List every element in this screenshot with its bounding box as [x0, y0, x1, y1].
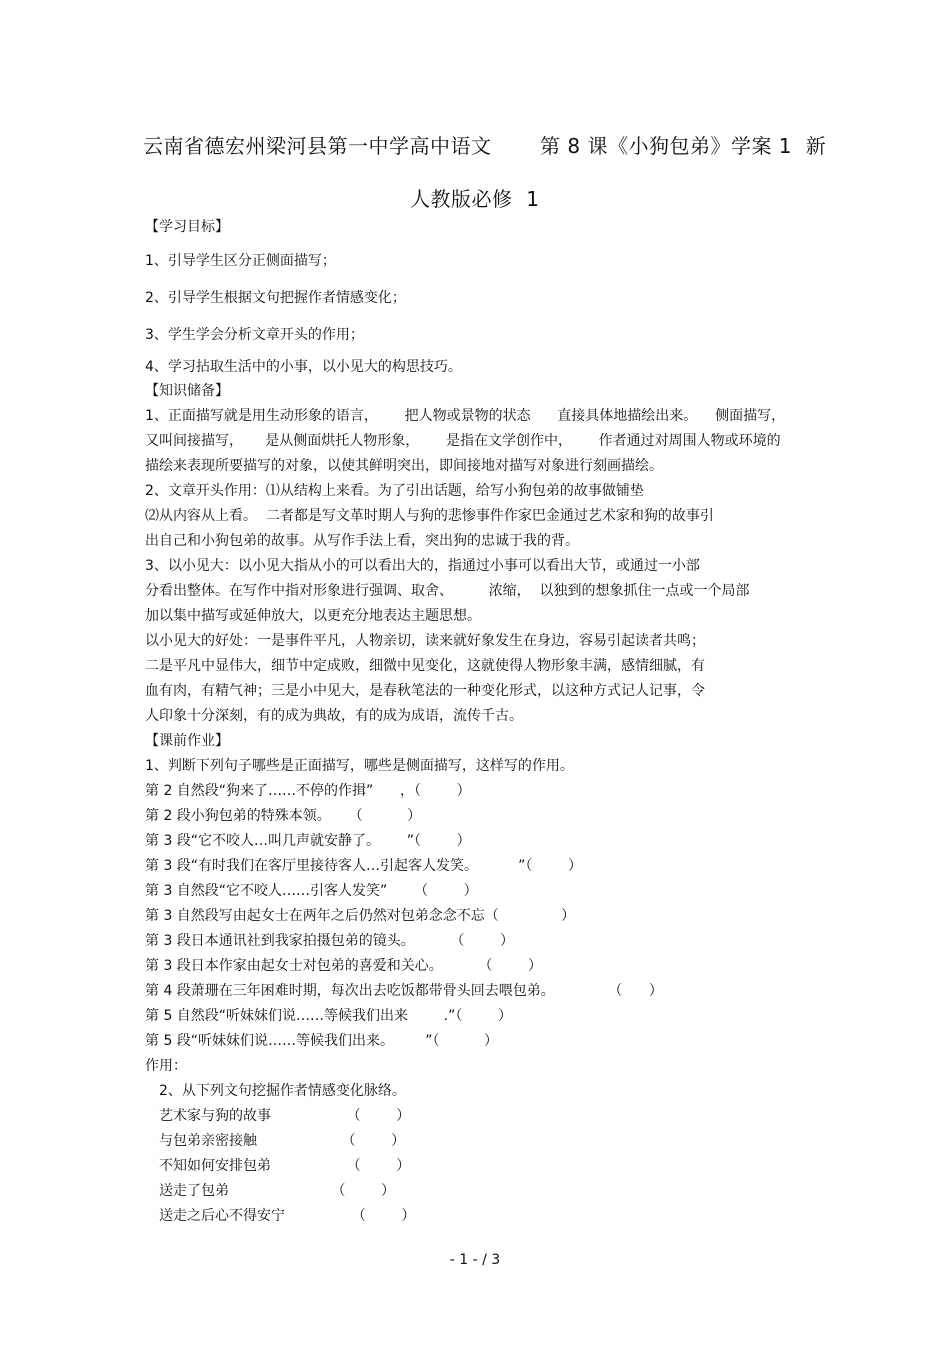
paragraph-line: 加以集中描写或延伸放大，以更充分地表达主题思想。 [145, 608, 481, 624]
paragraph-line: 2、文章开头作用：⑴从结构上来看。为了引出话题，给写小狗包弟的故事做铺垫 [145, 483, 644, 499]
emotion-item: 艺术家与狗的故事 （ ） [159, 1108, 411, 1124]
emotion-item: 与包弟亲密接触 （ ） [159, 1133, 406, 1149]
emotion-item: 不知如何安排包弟 （ ） [159, 1158, 411, 1174]
question-item: 第 5 段“听妹妹们说……等候我们出来。 ”（ ） [145, 1033, 498, 1049]
question-item: 第 3 段“有时我们在客厅里接待客人…引起客人发笑。 ”（ ） [145, 858, 582, 874]
section-heading-goals: 【学习目标】 [145, 219, 229, 235]
emotion-item: 送走之后心不得安宁 （ ） [159, 1208, 416, 1224]
question-item: 第 3 段日本作家由起女士对包弟的喜爱和关心。 （ ） [145, 958, 543, 974]
question-item: 第 2 自然段“狗来了……不停的作揖” ，（ ） [145, 783, 471, 799]
paragraph-line: 出自己和小狗包弟的故事。从写作手法上看，突出狗的忠诚于我的背。 [145, 533, 579, 549]
question-item: 第 3 自然段“它不咬人……引客人发笑” （ ） [145, 883, 478, 899]
section-heading-homework: 【课前作业】 [145, 733, 229, 749]
question-item: 第 2 段小狗包弟的特殊本领。 （ ） [145, 808, 422, 824]
paragraph-line: 1、正面描写就是用生动形象的语言， 把人物或景物的状态 直接具体地描绘出来。 侧面描写， [145, 408, 786, 424]
paragraph-line: 血有肉，有精气神；三是小中见大，是春秋笔法的一种变化形式，以这种方式记人记事，令 [145, 683, 705, 699]
paragraph-line: 又叫间接描写， 是从侧面烘托人物形象， 是指在文学创作中， 作者通过对周围人物或环境的 [145, 433, 781, 449]
question-1-prompt: 1、判断下列句子哪些是正面描写，哪些是侧面描写，这样写的作用。 [145, 758, 574, 774]
question-item: 第 3 自然段写由起女士在两年之后仍然对包弟念念不忘（ ） [145, 908, 576, 924]
page-number: - 1 - / 3 [449, 1252, 501, 1268]
title-line-2: 人教版必修 1 [410, 187, 540, 211]
paragraph-line: 二是平凡中显伟大，细节中定成败，细微中见变化，这就使得人物形象丰满，感情细腻，有 [145, 658, 705, 674]
paragraph-line: 3、以小见大：以小见大指从小的可以看出大的，指通过小事可以看出大节，或通过一小部 [145, 558, 700, 574]
question-item: 第 3 段“它不咬人…叫几声就安静了。 ”（ ） [145, 833, 471, 849]
title-line-1-right: 第 8 课《小狗包弟》学案 1 新 [540, 134, 827, 158]
goal-4: 4、学习拈取生活中的小事，以小见大的构思技巧。 [145, 359, 462, 375]
paragraph-line: 描绘来表现所要描写的对象，以使其鲜明突出，即间接地对描写对象进行刻画描绘。 [145, 458, 663, 474]
question-item: 第 5 自然段“听妹妹们说……等候我们出来 .”（ ） [145, 1008, 512, 1024]
effect-label: 作用： [145, 1058, 187, 1074]
section-heading-knowledge: 【知识储备】 [145, 383, 229, 399]
paragraph-line: 人印象十分深刻，有的成为典故，有的成为成语，流传千古。 [145, 708, 523, 724]
goal-2: 2、引导学生根据文句把握作者情感变化； [145, 290, 406, 306]
goal-1: 1、引导学生区分正侧面描写； [145, 253, 336, 269]
paragraph-line: ⑵从内容从上看。 二者都是写文革时期人与狗的悲惨事件作家巴金通过艺术家和狗的故事引 [145, 508, 714, 524]
goal-3: 3、学生学会分析文章开头的作用； [145, 327, 364, 343]
question-2-prompt: 2、从下列文句挖掘作者情感变化脉络。 [159, 1083, 406, 1099]
question-item: 第 3 段日本通讯社到我家拍摄包弟的镜头。 （ ） [145, 933, 515, 949]
emotion-item: 送走了包弟 （ ） [159, 1183, 395, 1199]
paragraph-line: 以小见大的好处：一是事件平凡，人物亲切，读来就好象发生在身边，容易引起读者共鸣； [145, 633, 705, 649]
question-item: 第 4 段萧珊在三年困难时期，每次出去吃饭都带骨头回去喂包弟。 （ ） [145, 983, 663, 999]
title-line-1-left: 云南省德宏州梁河县第一中学高中语文 [143, 134, 492, 158]
paragraph-line: 分看出整体。在写作中指对形象进行强调、取舍、 浓缩， 以独到的想象抓住一点或一个局部 [145, 583, 750, 599]
